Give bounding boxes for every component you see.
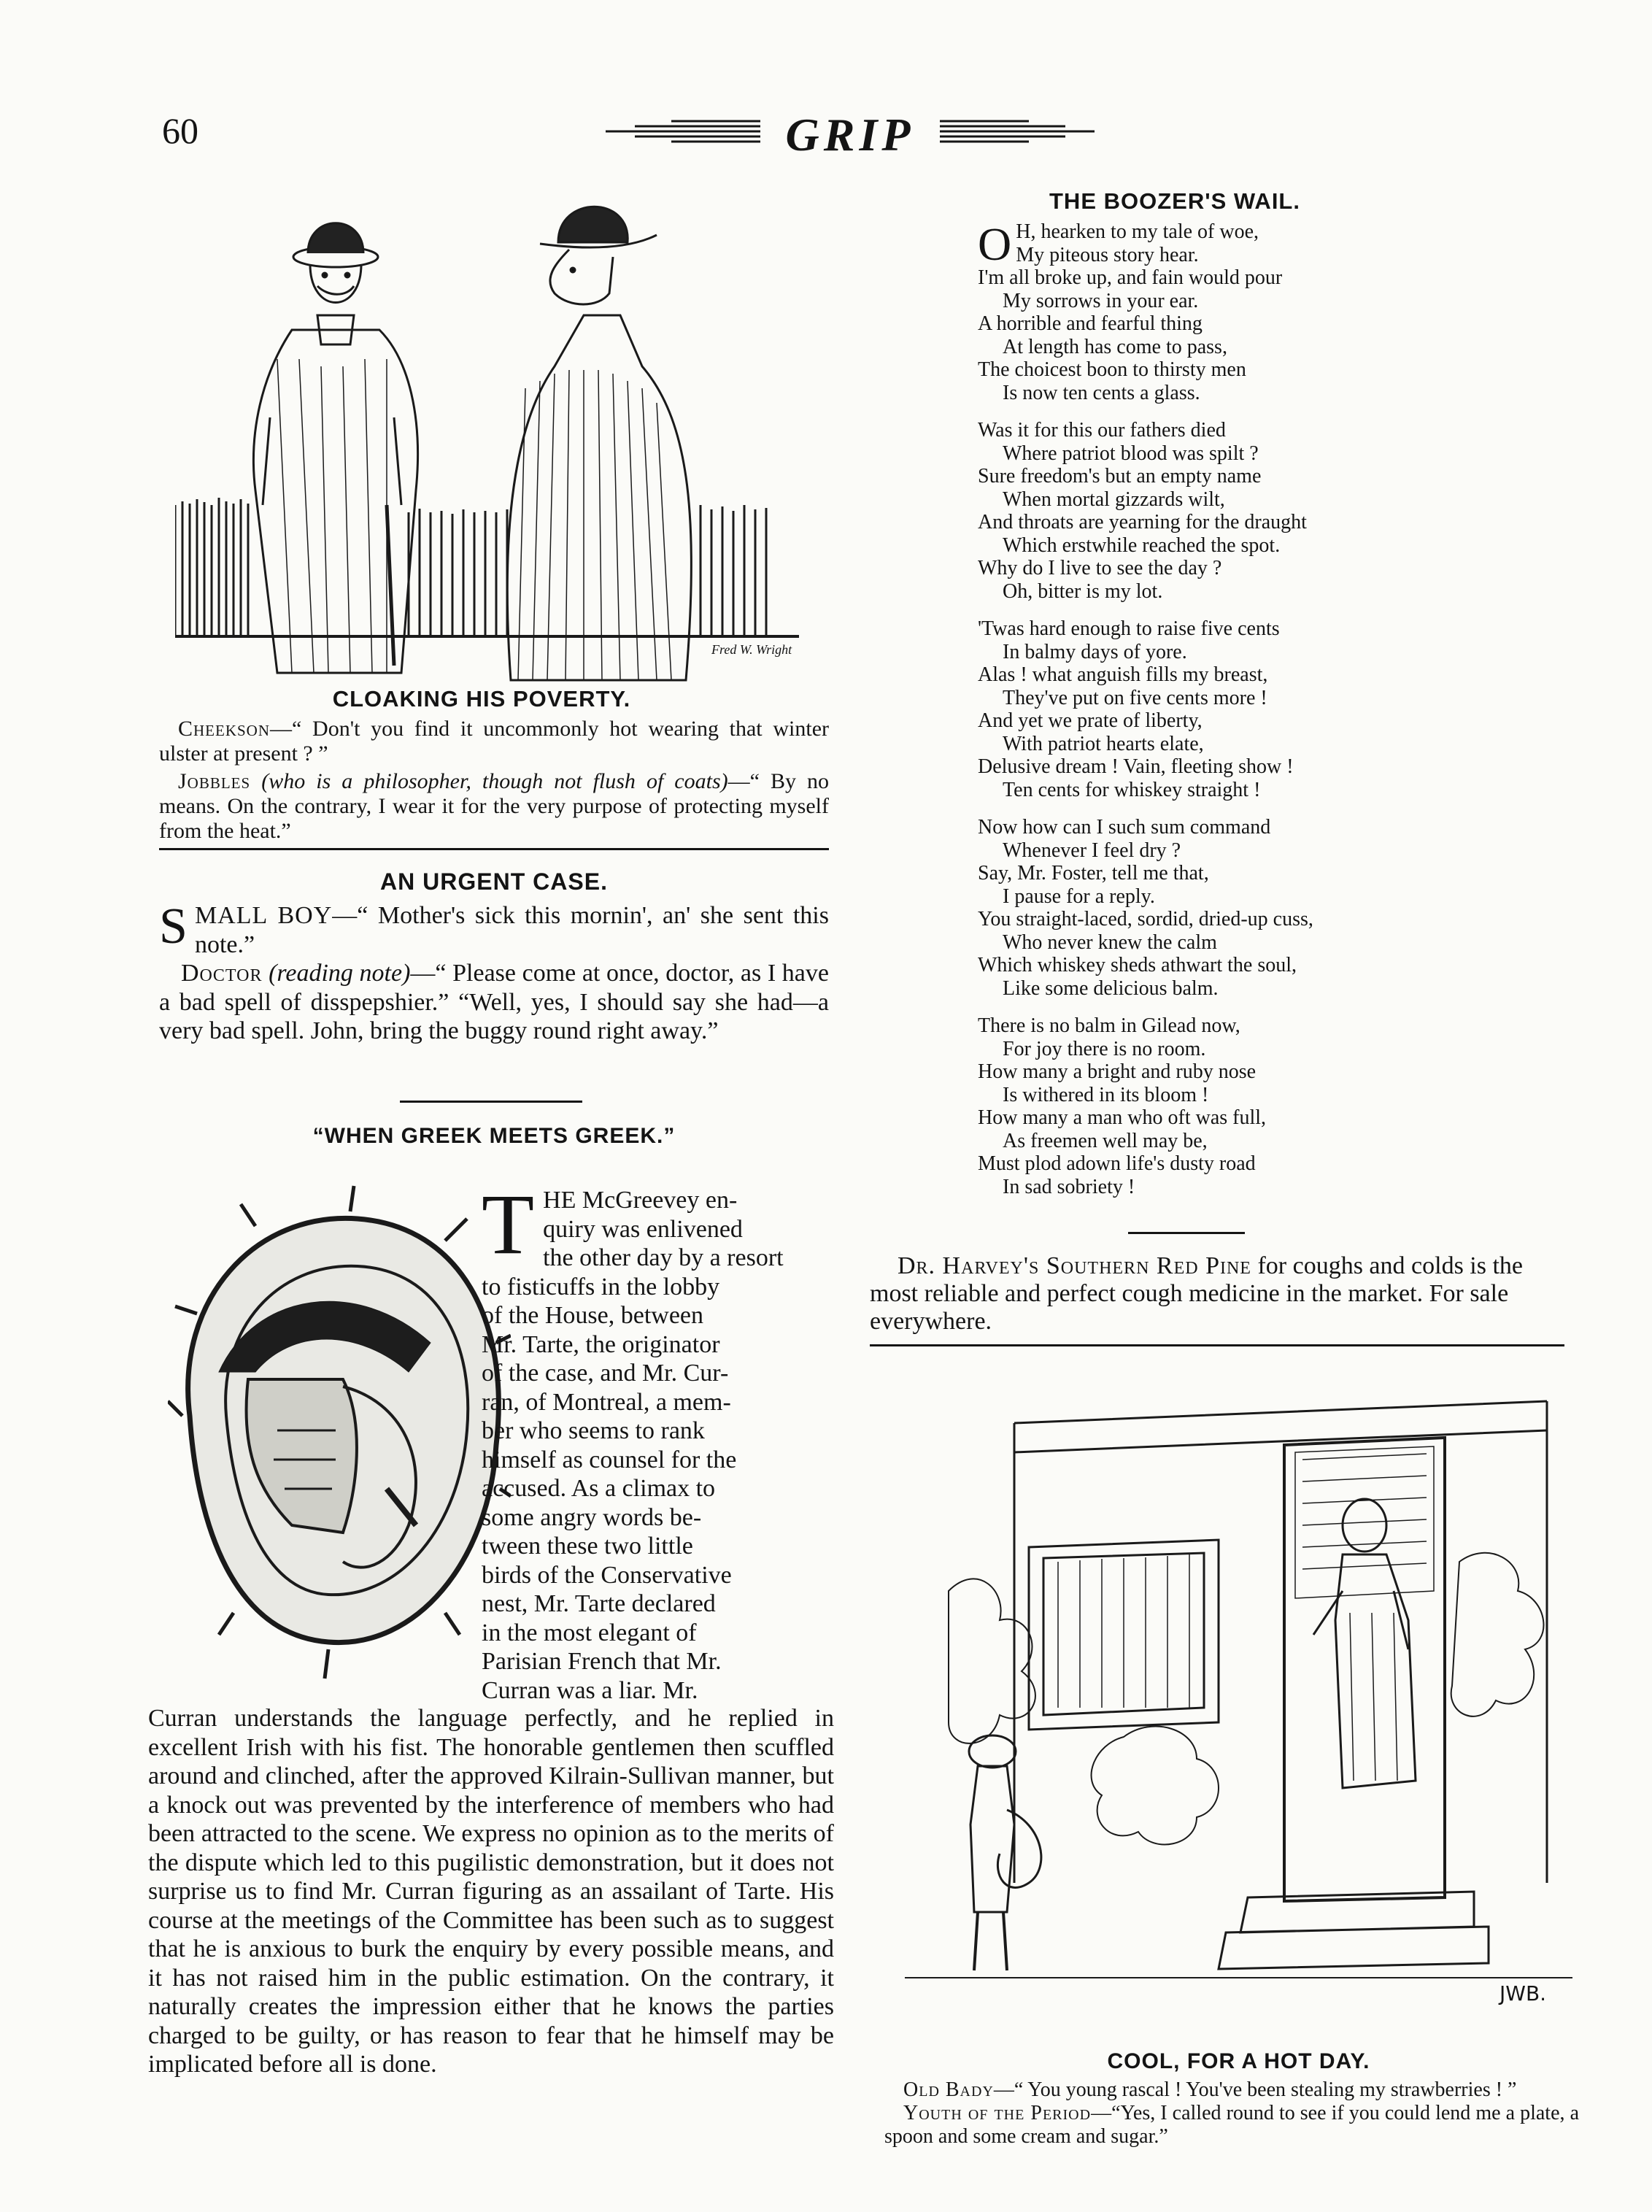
greek-line: accused. As a climax to (482, 1475, 716, 1502)
poem-line: As freemen well may be, (1003, 1129, 1208, 1152)
greek-line: ran, of Montreal, a mem- (482, 1388, 731, 1416)
poem-stanza (978, 617, 1430, 801)
cartoon-signature: Fred W. Wright (711, 642, 792, 657)
hot-day-caption (884, 2078, 1579, 2149)
jobbles-aside: (who is a philosopher, though not flush of coats) (261, 769, 728, 793)
greek-line: quiry was enlivened (543, 1215, 743, 1243)
poem-line: Is now ten cents a glass. (1003, 381, 1200, 404)
divider (400, 1101, 582, 1103)
poem-line: Delusive dream ! Vain, fleeting show ! (978, 755, 1294, 778)
poem-stanza (978, 419, 1430, 603)
greek-line: tween these two little (482, 1533, 693, 1560)
poem-line: Say, Mr. Foster, tell me that, (978, 862, 1209, 885)
cartoon2-signature: JWB. (1499, 1981, 1547, 2005)
poem-line: How many a man who oft was full, (978, 1106, 1267, 1129)
poem-line: A horrible and fearful thing (978, 312, 1203, 335)
poem-line: Who never knew the calm (1003, 930, 1217, 954)
greek-line: of the House, between (482, 1302, 704, 1329)
cartoon-cloaking-illustration (175, 199, 799, 686)
poem-line: Alas ! what anguish fills my breast, (978, 663, 1268, 686)
poem-line: The choicest boon to thirsty men (978, 358, 1246, 381)
poem-line: Sure freedom's but an empty name (978, 465, 1262, 488)
greek-line: the other day by a resort (543, 1244, 784, 1271)
poem-line: Which erstwhile reached the spot. (1003, 533, 1281, 557)
old-bady-line: —“ You young rascal ! You've been stealing my strawberries ! ” (993, 2078, 1517, 2101)
urgent-title: AN URGENT CASE. (380, 868, 608, 895)
greek-line: in the most elegant of (482, 1619, 697, 1646)
greek-narrow-column (482, 1176, 834, 1705)
poem-line: I'm all broke up, and fain would pour (978, 266, 1283, 289)
poem-line: With patriot hearts elate, (1003, 732, 1204, 755)
speaker-youth: Youth of the Period (903, 2102, 1092, 2124)
greek-dropcap: T (482, 1176, 535, 1272)
poem-line: They've put on five cents more ! (1003, 686, 1267, 709)
poem-line: In balmy days of yore. (1003, 640, 1187, 663)
page-number: 60 (162, 110, 198, 151)
poem-line: Was it for this our fathers died (978, 419, 1226, 442)
poem-line: Now how can I such sum command (978, 816, 1271, 839)
poem-line: My sorrows in your ear. (1003, 289, 1199, 312)
boozer-dropcap: O (978, 218, 1012, 270)
youth-line: —“Yes, I called round to see if you could lend me a plate, a spoon and some cream and sugar.” (884, 2102, 1579, 2148)
greek-line: Curran was a liar. Mr. (482, 1676, 698, 1704)
cloaking-title: CLOAKING HIS POVERTY. (332, 686, 631, 712)
greek-line: Parisian French that Mr. (482, 1648, 722, 1675)
poem-line: My piteous story hear. (1016, 243, 1199, 266)
poem-line: Why do I live to see the day ? (978, 557, 1222, 579)
cloaking-caption (159, 717, 829, 844)
poem-line: For joy there is no room. (1003, 1037, 1206, 1060)
speaker-doctor: Doctor (181, 960, 263, 987)
greek-line: nest, Mr. Tarte declared (482, 1590, 716, 1617)
speaker-old-bady: Old Bady (903, 2078, 994, 2101)
boozer-title: THE BOOZER'S WAIL. (1049, 188, 1300, 214)
advert-product-name: Dr. Harvey's Southern Red Pine (898, 1252, 1251, 1279)
poem-line: Ten cents for whiskey straight ! (1003, 778, 1261, 801)
poem-line: When mortal gizzards wilt, (1003, 488, 1225, 511)
poem-line: And yet we prate of liberty, (978, 709, 1203, 732)
poem-line: H, hearken to my tale of woe, (1016, 220, 1259, 243)
greek-line: birds of the Conservative (482, 1561, 732, 1589)
doctor-line: —“ Please come at once, doctor, as I have a bad spell of disspepshier.” “Well, yes, I should say she had—a very bad spell. John, bring the buggy round right away.” (159, 960, 829, 1044)
poem-line: At length has come to pass, (1003, 335, 1227, 358)
boozer-poem (978, 220, 1430, 1213)
poem-line: Oh, bitter is my lot. (1003, 579, 1163, 603)
helmet-illustration (168, 1182, 511, 1708)
poem-line: How many a bright and ruby nose (978, 1060, 1257, 1083)
divider (159, 848, 829, 850)
urgent-dropcap: S (159, 898, 188, 955)
greek-line: ber who seems to rank (482, 1417, 705, 1444)
poem-line: Whenever I feel dry ? (1003, 839, 1181, 862)
advert-harvey (870, 1252, 1563, 1336)
poem-line: And throats are yearning for the draught (978, 511, 1307, 533)
poem-line: Is withered in its bloom ! (1003, 1083, 1209, 1106)
greek-line: himself as counsel for the (482, 1446, 737, 1473)
cheekson-line: —“ Don't you find it uncommonly hot wearing that winter ulster at present ? ” (159, 717, 829, 766)
poem-line: Which whiskey sheds athwart the soul, (978, 954, 1297, 976)
poem-line: You straight-laced, sordid, dried-up cuss, (978, 908, 1313, 930)
poem-stanza (978, 1014, 1430, 1198)
poem-line: In sad sobriety ! (1003, 1175, 1135, 1198)
greek-line: to fisticuffs in the lobby (482, 1273, 720, 1300)
divider (1128, 1232, 1245, 1234)
poem-stanza (978, 220, 1430, 404)
poem-line: 'Twas hard enough to raise five cents (978, 617, 1280, 640)
poem-line: There is no balm in Gilead now, (978, 1014, 1240, 1037)
urgent-body (159, 898, 829, 1046)
greek-line: some angry words be- (482, 1503, 702, 1531)
greek-line: Mr. Tarte, the originator (482, 1330, 720, 1358)
jobbles-line: —“ By no means. On the contrary, I wear it for the very purpose of protecting myself from the heat.” (159, 769, 830, 843)
doctor-aside: (reading note) (269, 960, 411, 987)
speaker-cheekson: Cheekson (178, 717, 271, 741)
divider (870, 1344, 1564, 1346)
advert-text: for coughs and colds is the most reliable and perfect cough medicine in the market. For sale everywhere. (870, 1252, 1524, 1335)
greek-line: HE McGreevey en- (543, 1187, 738, 1214)
greek-line: of the case, and Mr. Cur- (482, 1360, 729, 1387)
poem-line: Must plod adown life's dusty road (978, 1152, 1256, 1175)
poem-line: I pause for a reply. (1003, 885, 1155, 908)
speaker-jobbles: Jobbles (178, 769, 251, 793)
speaker-small-boy: MALL BOY (194, 902, 333, 929)
poem-line: Like some delicious balm. (1003, 976, 1219, 1000)
hot-day-title: COOL, FOR A HOT DAY. (1107, 2049, 1370, 2073)
cartoon-hot-day-illustration (905, 1372, 1572, 2014)
greek-body: Curran understands the language perfectly, and he replied in excellent Irish with his fist. The honorable gentlemen then scuffled around and clinched, after the approved Kilrain-Sullivan manner, but a knock out was prevented by the interference of members who had been attracted to the scene. We express no opinion as to the merits of the dispute which led to this pugilistic demonstration, but it does not surprise us to find Mr. Curran figuring as an assailant of Tarte. His course at the meetings of the Committee has been such as to suggest that he is anxious to burk the enquiry by every possible means, and it has not raised him in the public estimation. On the contrary, it naturally creates the impression either that he knows the parties charged to be guilty, or has reason to fear that he himself may be implicated before all is done. (148, 1705, 834, 2078)
greek-title: “WHEN GREEK MEETS GREEK.” (312, 1124, 676, 1148)
small-boy-line: —“ Mother's sick this mornin', an' she sent this note.” (194, 902, 829, 958)
masthead-title: GRIP (785, 109, 915, 161)
poem-line: Where patriot blood was spilt ? (1003, 442, 1259, 465)
poem-stanza (978, 816, 1430, 1000)
masthead (606, 102, 1095, 161)
